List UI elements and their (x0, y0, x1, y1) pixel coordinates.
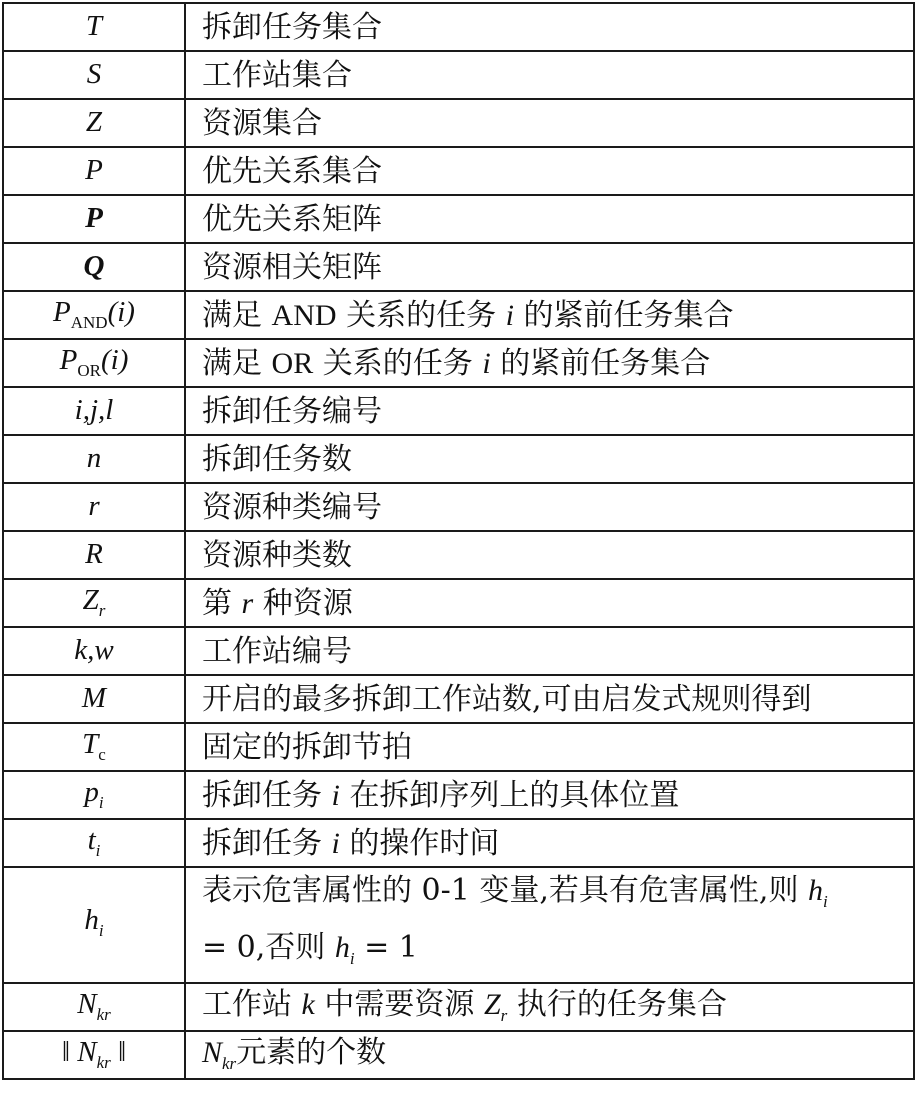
description-part: = 0,否则 (202, 930, 326, 965)
description-cell (185, 627, 914, 675)
symbol-cell (3, 99, 185, 147)
symbol: P (85, 202, 103, 235)
table-row (3, 3, 914, 51)
symbol-argument: (i) (100, 344, 129, 377)
table-row (3, 387, 914, 435)
description: 工作站编号 (202, 633, 352, 669)
description-variable: i (331, 826, 340, 860)
symbol: t (87, 824, 96, 857)
description-line (202, 925, 913, 982)
table-row (3, 51, 914, 99)
description-part: 的操作时间 (349, 825, 500, 861)
description-subscript: r (500, 1006, 508, 1026)
symbol-cell (3, 51, 185, 99)
symbol-cell (3, 983, 185, 1031)
description-part: 满足 (202, 297, 262, 333)
table-row (3, 579, 914, 627)
table-row (3, 291, 914, 339)
description-part: 工作站 (202, 987, 292, 1023)
description-variable: k (301, 988, 315, 1022)
symbol-cell (3, 243, 185, 291)
description-variable: h (808, 874, 824, 907)
table-row (3, 675, 914, 723)
symbol: Z (82, 584, 99, 617)
symbol: i,j,l (74, 394, 114, 427)
symbol-subscript: kr (96, 1053, 111, 1073)
description-part: = 1 (364, 930, 418, 965)
symbol-subscript: i (98, 793, 104, 813)
table-row (3, 867, 914, 983)
description-cell (185, 819, 914, 867)
symbol: M (81, 682, 107, 715)
description: 开启的最多拆卸工作站数,可由启发式规则得到 (202, 681, 812, 717)
description-cell (185, 339, 914, 387)
description: 元素的个数 (236, 1035, 387, 1071)
symbol: P (85, 154, 103, 187)
description-variable: i (505, 298, 514, 332)
description: 资源种类数 (202, 537, 352, 573)
table-row (3, 983, 914, 1031)
symbol: T (85, 10, 103, 43)
description: 资源相关矩阵 (202, 249, 382, 285)
symbol: h (84, 903, 99, 936)
description-variable: i (482, 346, 491, 380)
description-part: 满足 (202, 345, 262, 381)
description: 固定的拆卸节拍 (202, 729, 412, 765)
description-part: 关系的任务 (322, 345, 473, 381)
table-row (3, 99, 914, 147)
symbol-cell (3, 291, 185, 339)
table-row (3, 339, 914, 387)
symbol: Z (85, 106, 103, 139)
description-variable: r (241, 586, 254, 620)
symbol-cell (3, 627, 185, 675)
table-row (3, 531, 914, 579)
description-part: 拆卸任务 (202, 777, 322, 813)
symbol-cell (3, 675, 185, 723)
description-part: 拆卸任务 (202, 825, 322, 861)
description: 拆卸任务编号 (202, 393, 382, 429)
description-subscript: i (349, 949, 355, 968)
norm-bar: ‖ (61, 1036, 70, 1069)
symbol: p (84, 776, 99, 809)
description-cell (185, 723, 914, 771)
symbol: k,w (74, 634, 114, 667)
symbol: Q (83, 250, 105, 283)
notation-table (2, 2, 915, 1080)
description-variable: N (202, 1036, 223, 1070)
symbol-cell (3, 771, 185, 819)
symbol: r (88, 490, 100, 523)
symbol-cell (3, 195, 185, 243)
description-part: 表示危害属性的 0-1 变量,若具有危害属性,则 (202, 873, 799, 908)
description-cell (185, 195, 914, 243)
symbol-cell (3, 3, 185, 51)
description-cell (185, 51, 914, 99)
symbol-cell (3, 339, 185, 387)
symbol-cell (3, 147, 185, 195)
description: 资源种类编号 (202, 489, 382, 525)
description-cell (185, 387, 914, 435)
symbol-subscript: AND (70, 313, 108, 333)
symbol-cell (3, 483, 185, 531)
symbol-cell (3, 1031, 185, 1079)
symbol-cell (3, 435, 185, 483)
description-subscript: kr (222, 1054, 237, 1074)
description: 拆卸任务集合 (202, 9, 382, 45)
description-part: 中需要资源 (324, 987, 475, 1023)
symbol-cell (3, 531, 185, 579)
norm-bar: ‖ (118, 1036, 127, 1069)
description-cell (185, 675, 914, 723)
description: 优先关系集合 (202, 153, 382, 189)
description-part: 种资源 (262, 585, 353, 621)
symbol-subscript: r (98, 601, 106, 621)
symbol-subscript: i (95, 841, 101, 861)
description-term: OR (271, 346, 314, 380)
symbol-cell (3, 579, 185, 627)
symbol-subscript: c (98, 745, 106, 765)
description-line (202, 868, 913, 925)
symbol-cell (3, 819, 185, 867)
description-cell (185, 531, 914, 579)
symbol-cell (3, 723, 185, 771)
description-cell (185, 243, 914, 291)
symbol: N (77, 1036, 97, 1069)
description-variable: h (334, 931, 350, 964)
description-cell (185, 435, 914, 483)
symbol: T (82, 728, 99, 761)
table-row (3, 1031, 914, 1079)
description-cell (185, 147, 914, 195)
table-row (3, 435, 914, 483)
symbol: P (53, 296, 71, 329)
description-cell (185, 1031, 914, 1079)
description-variable: Z (483, 988, 501, 1022)
description-cell (185, 3, 914, 51)
description-cell (185, 579, 914, 627)
symbol-cell (3, 867, 185, 983)
table-row (3, 723, 914, 771)
description-part: 的紧前任务集合 (523, 297, 734, 333)
description-subscript: i (823, 892, 828, 911)
symbol-subscript: i (98, 920, 104, 940)
description: 工作站集合 (202, 57, 352, 93)
description-cell (185, 99, 914, 147)
symbol: n (86, 442, 102, 475)
description-part: 在拆卸序列上的具体位置 (349, 777, 680, 813)
description: 资源集合 (202, 105, 322, 141)
description-variable: i (331, 778, 340, 812)
description-cell (185, 483, 914, 531)
symbol: R (85, 538, 103, 571)
description: 优先关系矩阵 (202, 201, 382, 237)
symbol-subscript: OR (77, 361, 101, 381)
symbol: N (77, 988, 97, 1021)
description-part: 的紧前任务集合 (500, 345, 711, 381)
table-row (3, 819, 914, 867)
description-part: 第 (202, 585, 232, 621)
description-term: AND (271, 298, 337, 332)
table-row (3, 771, 914, 819)
description-cell (185, 291, 914, 339)
symbol: P (59, 344, 78, 377)
table-row (3, 147, 914, 195)
table-row (3, 483, 914, 531)
table-row (3, 627, 914, 675)
description-cell (185, 867, 914, 983)
table-row (3, 195, 914, 243)
description: 拆卸任务数 (202, 441, 352, 477)
description-part: 关系的任务 (346, 297, 497, 333)
description-part: 执行的任务集合 (516, 987, 727, 1023)
symbol: S (86, 58, 102, 91)
table-row (3, 243, 914, 291)
symbol-argument: (i) (107, 296, 135, 329)
description-cell (185, 983, 914, 1031)
symbol-cell (3, 387, 185, 435)
symbol-subscript: kr (96, 1005, 111, 1025)
description-cell (185, 771, 914, 819)
